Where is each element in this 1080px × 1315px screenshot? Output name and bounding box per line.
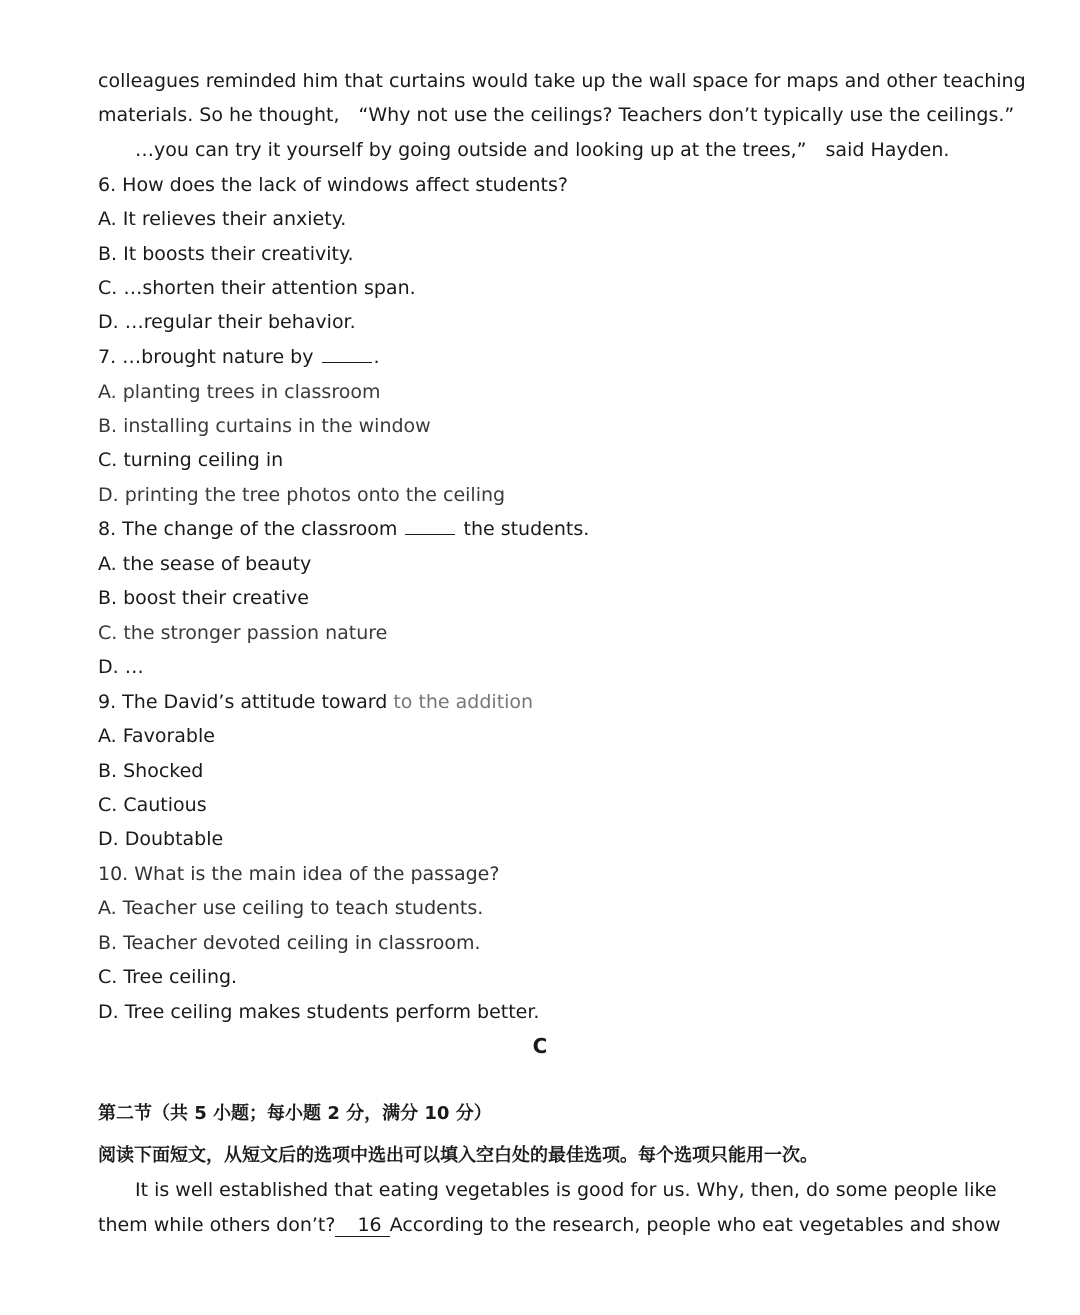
question-6-option-a: A. It relieves their anxiety. xyxy=(98,208,347,230)
question-8-stem-text: 8. The change of the classroom xyxy=(98,518,404,540)
question-10-option-c: C. Tree ceiling. xyxy=(98,966,238,988)
question-6-stem: 6. How does the lack of windows affect students? xyxy=(98,174,568,196)
question-10-option-a: A. Teacher use ceiling to teach students. xyxy=(98,897,484,919)
question-8-option-b: B. boost their creative xyxy=(98,587,309,609)
paragraph-text-after-blank: According to the research, people who eat vegetables and show xyxy=(389,1214,1001,1236)
passage-line-2: materials. So he thought, “Why not use the ceilings? Teachers don’t typically use the ceilings.” xyxy=(98,104,1015,126)
question-9-stem-text: 9. The David’s attitude toward xyxy=(98,691,394,713)
answer-blank xyxy=(405,517,455,535)
question-9-stem xyxy=(98,690,533,714)
question-7-stem-text: 7. …brought nature by xyxy=(98,346,320,368)
question-6-option-d: D. …regular their behavior. xyxy=(98,311,356,333)
question-9-option-c: C. Cautious xyxy=(98,794,207,816)
section-2-heading: 第二节（共 5 小题；每小题 2 分，满分 10 分） xyxy=(98,1103,492,1124)
passage-line-1: colleagues reminded him that curtains would take up the wall space for maps and other teaching xyxy=(98,70,1026,92)
question-7-stem-end: . xyxy=(373,346,380,368)
question-8-stem xyxy=(98,517,589,541)
question-8-option-a: A. the sease of beauty xyxy=(98,553,312,575)
question-9-option-d: D. Doubtable xyxy=(98,828,224,850)
question-7-stem xyxy=(98,345,380,369)
section-2-paragraph-line-1: It is well established that eating vegetables is good for us. Why, then, do some people like xyxy=(135,1179,997,1201)
section-mark: C xyxy=(532,1034,548,1058)
section-2-paragraph-line-2 xyxy=(98,1213,1001,1237)
question-7-option-a: A. planting trees in classroom xyxy=(98,381,381,403)
blank-16: 16 xyxy=(335,1214,389,1237)
question-6-option-b: B. It boosts their creativity. xyxy=(98,243,354,265)
question-7-option-c: C. turning ceiling in xyxy=(98,449,284,471)
passage-line-3: …you can try it yourself by going outside and looking up at the trees,” said Hayden. xyxy=(135,139,950,161)
question-6-option-c: C. …shorten their attention span. xyxy=(98,277,416,299)
question-8-stem-end: the students. xyxy=(457,518,590,540)
answer-blank xyxy=(322,345,372,363)
question-7-option-b: B. installing curtains in the window xyxy=(98,415,431,437)
question-10-option-d: D. Tree ceiling makes students perform better. xyxy=(98,1001,540,1023)
section-2-instruction: 阅读下面短文，从短文后的选项中选出可以填入空白处的最佳选项。每个选项只能用一次。 xyxy=(98,1145,818,1166)
question-7-option-d: D. printing the tree photos onto the ceiling xyxy=(98,484,506,506)
question-9-stem-faint: to the addition xyxy=(393,691,534,713)
question-10-stem: 10. What is the main idea of the passage? xyxy=(98,863,500,885)
paragraph-text-before-blank: them while others don’t? xyxy=(98,1214,336,1236)
question-10-option-b: B. Teacher devoted ceiling in classroom. xyxy=(98,932,481,954)
question-9-option-a: A. Favorable xyxy=(98,725,215,747)
question-8-option-d: D. … xyxy=(98,656,144,678)
question-9-option-b: B. Shocked xyxy=(98,760,204,782)
question-8-option-c: C. the stronger passion nature xyxy=(98,622,388,644)
